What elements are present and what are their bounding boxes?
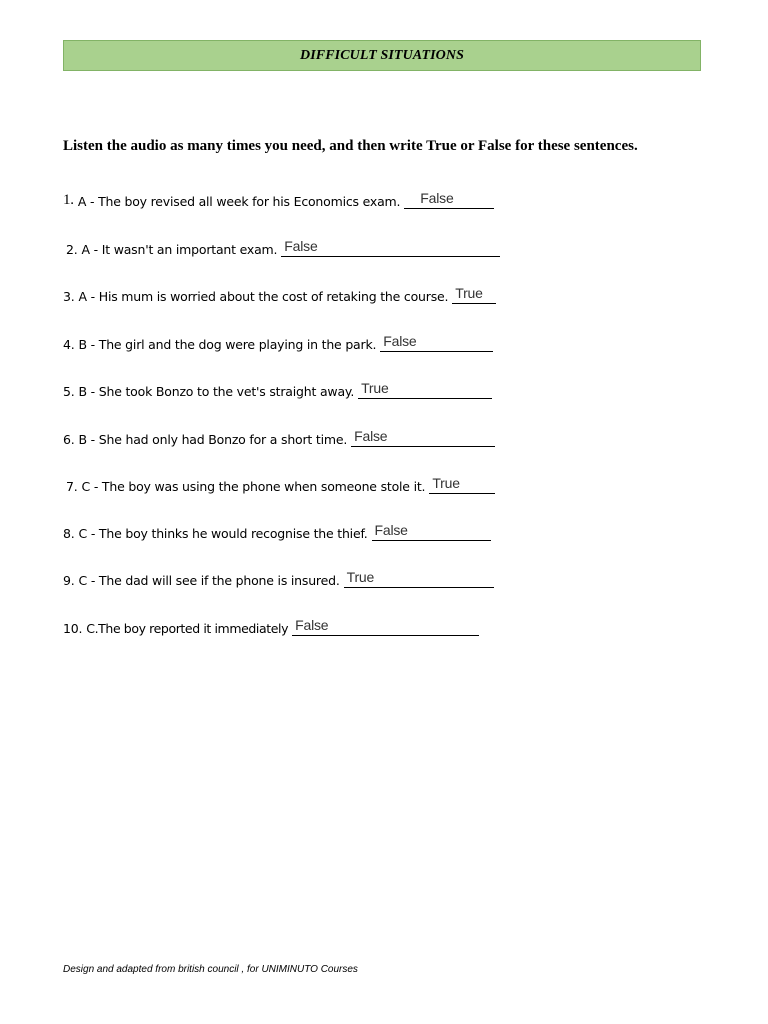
answer-value: False: [284, 238, 318, 254]
question-number: 9.: [63, 573, 75, 588]
question-9: [63, 569, 494, 588]
question-text: A - His mum is worried about the cost of retaking the course.: [78, 289, 449, 304]
question-text: A - The boy revised all week for his Economics exam.: [77, 194, 401, 209]
question-number: 2.: [66, 242, 78, 257]
answer-value: False: [420, 190, 454, 206]
answer-value: False: [383, 333, 417, 349]
footer-credit: Design and adapted from british council , for UNIMINUTO Courses: [63, 964, 358, 975]
question-text: B - The girl and the dog were playing in the park.: [78, 337, 377, 352]
answer-field[interactable]: [281, 238, 500, 257]
question-8: [63, 522, 491, 541]
answer-value: True: [455, 285, 483, 301]
answer-field[interactable]: [344, 569, 494, 588]
answer-field[interactable]: [380, 333, 493, 352]
answer-field[interactable]: [452, 285, 496, 304]
question-number: 8.: [63, 526, 75, 541]
question-text: C - The boy was using the phone when someone stole it.: [81, 479, 426, 494]
question-text: B - She took Bonzo to the vet's straight away.: [78, 384, 355, 399]
answer-value: False: [295, 617, 329, 633]
question-text: A - It wasn't an important exam.: [81, 242, 278, 257]
question-text: C - The boy thinks he would recognise the thief.: [78, 526, 368, 541]
page-title: DIFFICULT SITUATIONS: [300, 47, 464, 63]
answer-field[interactable]: [404, 190, 494, 209]
question-7: [66, 475, 495, 494]
question-number: 7.: [66, 479, 78, 494]
title-bar: [63, 40, 701, 71]
answer-value: False: [374, 522, 408, 538]
question-10: [63, 617, 479, 636]
answer-field[interactable]: [292, 617, 479, 636]
question-text: C - The dad will see if the phone is insured.: [78, 573, 340, 588]
question-2: [66, 238, 500, 257]
question-number: 1.: [63, 192, 74, 208]
answer-value: True: [346, 569, 375, 585]
answer-field[interactable]: [351, 428, 495, 447]
question-number: 5.: [63, 384, 75, 399]
question-number: 10.: [63, 621, 83, 636]
answer-field[interactable]: [372, 522, 491, 541]
instructions: Listen the audio as many times you need, and then write True or False for these sentences.: [63, 138, 638, 154]
question-text: C.The boy reported it immediately: [86, 621, 289, 636]
question-number: 4.: [63, 337, 75, 352]
answer-value: True: [432, 475, 460, 491]
answer-value: False: [354, 428, 388, 444]
question-text: B - She had only had Bonzo for a short time.: [78, 432, 348, 447]
answer-field[interactable]: [358, 380, 492, 399]
question-4: [63, 333, 493, 352]
answer-field[interactable]: [429, 475, 495, 494]
question-number: 3.: [63, 289, 75, 304]
question-5: [63, 380, 492, 399]
answer-value: True: [361, 380, 389, 396]
question-number: 6.: [63, 432, 75, 447]
question-3: [63, 285, 496, 304]
question-6: [63, 428, 495, 447]
question-1: [63, 190, 494, 209]
